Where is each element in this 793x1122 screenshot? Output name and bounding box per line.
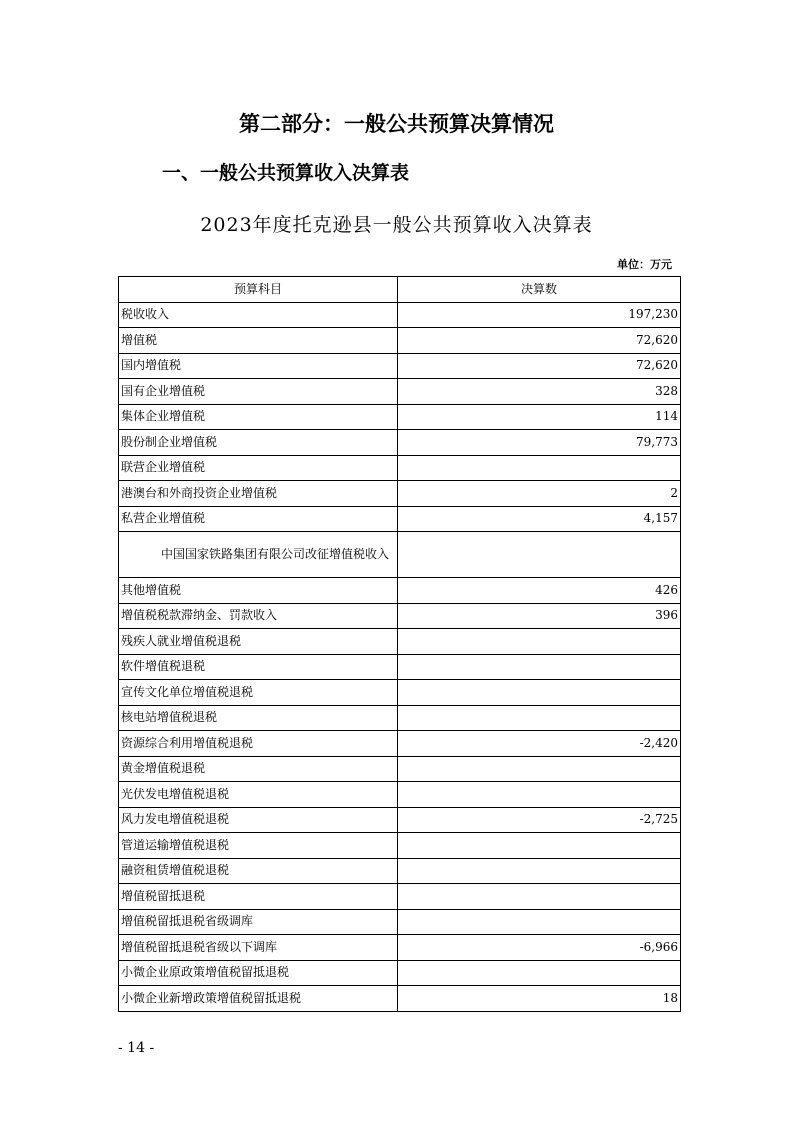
row-item-name: 小微企业新增政策增值税留抵退税: [119, 986, 398, 1012]
page-number: - 14 -: [118, 1040, 155, 1056]
row-item-name: 其他增值税: [119, 578, 398, 604]
row-item-name: 增值税: [119, 328, 398, 354]
row-item-name: 港澳台和外商投资企业增值税: [119, 481, 398, 507]
row-item-value: [398, 909, 681, 935]
row-item-value: [398, 680, 681, 706]
row-item-value: 197,230: [398, 302, 681, 328]
table-row: [119, 302, 681, 328]
table-header-row: [119, 277, 681, 303]
row-item-value: [398, 858, 681, 884]
column-header-value: 决算数: [398, 277, 681, 303]
row-item-value: 79,773: [398, 430, 681, 456]
row-item-value: 114: [398, 404, 681, 430]
row-item-name: 国内增值税: [119, 353, 398, 379]
row-item-value: 328: [398, 379, 681, 405]
table-row: [119, 455, 681, 481]
table-row: [119, 858, 681, 884]
row-item-name: 增值税税款滞纳金、罚款收入: [119, 603, 398, 629]
row-item-name: 中国国家铁路集团有限公司改征增值税收入: [119, 532, 398, 578]
row-item-name: 融资租赁增值税退税: [119, 858, 398, 884]
row-item-value: 4,157: [398, 506, 681, 532]
table-row: [119, 909, 681, 935]
part-title: 第二部分：一般公共预算决算情况: [239, 112, 554, 136]
row-item-value: [398, 455, 681, 481]
row-item-value: [398, 654, 681, 680]
row-item-value: [398, 833, 681, 859]
table-row: [119, 833, 681, 859]
row-item-name: 私营企业增值税: [119, 506, 398, 532]
unit-label: 单位：万元: [617, 258, 672, 271]
row-item-name: 宣传文化单位增值税退税: [119, 680, 398, 706]
table-row: [119, 578, 681, 604]
table-row: [119, 960, 681, 986]
table-row: [119, 705, 681, 731]
row-item-name: 资源综合利用增值税退税: [119, 731, 398, 757]
table-row: [119, 404, 681, 430]
table-row: [119, 935, 681, 961]
row-item-name: 小微企业原政策增值税留抵退税: [119, 960, 398, 986]
budget-revenue-table: [118, 276, 681, 1012]
row-item-value: [398, 532, 681, 578]
row-item-value: -2,420: [398, 731, 681, 757]
row-item-value: 18: [398, 986, 681, 1012]
row-item-name: 管道运输增值税退税: [119, 833, 398, 859]
row-item-value: 72,620: [398, 353, 681, 379]
row-item-name: 软件增值税退税: [119, 654, 398, 680]
table-row: [119, 629, 681, 655]
row-item-value: 426: [398, 578, 681, 604]
table-row: [119, 731, 681, 757]
table-row: [119, 807, 681, 833]
row-item-value: 72,620: [398, 328, 681, 354]
row-item-name: 黄金增值税退税: [119, 756, 398, 782]
table-row: [119, 756, 681, 782]
row-item-value: -6,966: [398, 935, 681, 961]
table-row: [119, 532, 681, 578]
row-item-name: 股份制企业增值税: [119, 430, 398, 456]
row-item-name: 残疾人就业增值税退税: [119, 629, 398, 655]
row-item-name: 增值税留抵退税省级调库: [119, 909, 398, 935]
row-item-name: 增值税留抵退税省级以下调库: [119, 935, 398, 961]
row-item-name: 光伏发电增值税退税: [119, 782, 398, 808]
row-item-value: [398, 705, 681, 731]
table-row: [119, 353, 681, 379]
row-item-value: [398, 960, 681, 986]
row-item-value: [398, 756, 681, 782]
row-item-name: 国有企业增值税: [119, 379, 398, 405]
table-row: [119, 782, 681, 808]
table-row: [119, 986, 681, 1012]
row-item-value: -2,725: [398, 807, 681, 833]
table-row: [119, 328, 681, 354]
row-item-name: 增值税留抵退税: [119, 884, 398, 910]
table-row: [119, 430, 681, 456]
row-item-name: 集体企业增值税: [119, 404, 398, 430]
row-item-name: 联营企业增值税: [119, 455, 398, 481]
table-title: 2023年度托克逊县一般公共预算收入决算表: [200, 214, 593, 236]
row-item-value: [398, 629, 681, 655]
column-header-item: 预算科目: [119, 277, 398, 303]
table-body: [119, 302, 681, 1011]
row-item-value: 2: [398, 481, 681, 507]
table-row: [119, 506, 681, 532]
table-row: [119, 654, 681, 680]
table-row: [119, 884, 681, 910]
row-item-name: 税收收入: [119, 302, 398, 328]
row-item-value: [398, 782, 681, 808]
row-item-value: 396: [398, 603, 681, 629]
table-row: [119, 680, 681, 706]
table-row: [119, 603, 681, 629]
row-item-name: 风力发电增值税退税: [119, 807, 398, 833]
section-title: 一、一般公共预算收入决算表: [162, 162, 410, 184]
row-item-name: 核电站增值税退税: [119, 705, 398, 731]
table-row: [119, 379, 681, 405]
row-item-value: [398, 884, 681, 910]
table-row: [119, 481, 681, 507]
